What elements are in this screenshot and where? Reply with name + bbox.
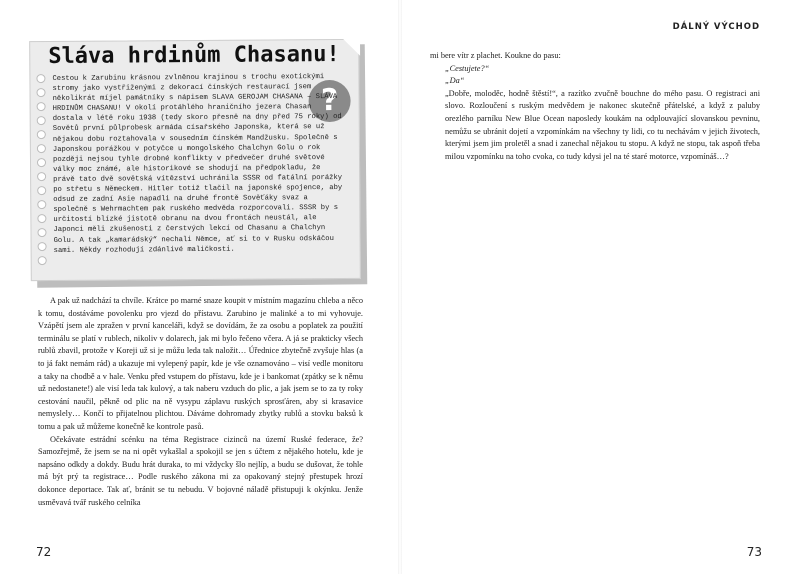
question-mark-icon: ?	[308, 80, 350, 122]
paragraph: A pak už nadchází ta chvíle. Krátce po marné snaze koupit v místním magazínu chleba a něco k tomu, dostáváme povolenku pro vjezd do přístavu. Zarubino je malinké a to mi vyhovuje. Vzápětí jsem ale zpražen v první kanceláři, když se dovídám, že za osobu a poplatek za použití terminálu se platí v rublech, nikoliv v dolarech, jak mi bylo řečeno včera. A já se prakticky všech rublů zbavil, protože v Koreji už si je můžu leda tak naložit… Úřednice zbytečně zvyšuje hlas (a to já fakt nemám rád) a ukazuje mi vylepený papír, kde je vše oznamováno – visí vedle monitoru a taky na chodbě a v hale. Venku před vstupem do přístavu, kde je i bankomat (zpátky se k němu už nedostanete!) ale visí leda tak kulový, a tak naberu vzduch do plic, a jak jsem se to za ty roky cestování naučil, pěkně od plic na ně vysypu záplavu ruských sprosťáren, aby si krasavice nemyslely… Končí to přijatelnou plichtou. Dáváme dohromady zbytky rublů a stovku baksů k tomu a pak už můžeme konečně ke kontrole pasů.	[38, 296, 363, 431]
paragraph: „Dobře, moloděc, hodně štěstí!“, a razítko zvučně bouchne do mého pasu. O registraci ani slovo. Rozloučení s ruským medvědem je nakonec skutečně přátelské, a když z paluby orezlého parníku New Blue Ocean naposledy koukám na odplouvající slovanskou pevninu, nemůžu se ubránit dojetí a vzpomínkám na všechny ty lidi, co tu nechávám v jejich životech, kterými jsem jim proletěl a snad i zanechal nějakou tu stopu. A když ne stopu, tak aspoň třeba milou vzpomínku na toho cvoka, co tudy kdysi jel na té staré motorce, vzpomínáš…?	[445, 88, 760, 161]
right-page	[400, 0, 800, 574]
page-number-left: 72	[36, 545, 52, 559]
paragraph: mi bere vítr z plachet. Koukne do pasu:	[430, 51, 561, 60]
note-folded-corner	[342, 38, 360, 56]
right-body-text	[430, 50, 760, 163]
page-number-right: 73	[746, 545, 762, 559]
note-card	[29, 39, 361, 281]
notebook-holes	[36, 74, 47, 270]
note-paragraph: Cestou k Zarubinu krásnou zvlněnou krajinou s trochu exotickými stromy jako vystřiženými z dekorací čínských restaurací jsem několikrát míjel památníky s nápisem SLAVA GEROJAM CHASANA – SLÁVA HRDINŮM CHASANU! V okolí protáhlého hraničního jezera Chasan dostala v létě roku 1938 (tedy skoro přesně na dny před 75 roky) od Sovětů první půlprobesk armáda císařského Japonska, která se už nějakou dobu roztahovala v sousedním čínském Mandžusku. Společně s Japonskou porážkou v potyčce u mongolského Chalchyn Golu o rok později nejsou tyhle drobné konflikty v předvečer druhé světové války moc známé, ale historikové se shodují na předpokladu, že právě tato dvě sovětská vítězství uchránila SSSR od fatální porážky po střetu s Německem. Hitler totiž tlačil na japonské spojence, aby odsud ze zadní Asie napadli na druhé frontě Sověťáky svaz a společně s Wehrmachtem pak ruského medvěda rozporcovali. SSSR by s určitostí blízké jistotě obranu na dvou frontách neustál, ale Japonci měli zkušenosti z čerstvých lekcí od Chasanu a Chalchyn Golu. A tak „kamarádský“ nechali Němce, ať si to v Rusku odskáčou sami. Někdy rozhodují zdánlivé maličkosti.	[52, 73, 343, 255]
note-text	[52, 72, 343, 256]
dialogue-line: „Cestujete?“	[445, 63, 490, 73]
note-title: Sláva hrdinům Chasanu!	[48, 41, 340, 70]
sidebar-note-box	[30, 40, 362, 284]
left-body-text	[38, 295, 363, 509]
dialogue-line: „Da“	[445, 76, 465, 86]
running-header: DÁLNÝ VÝCHOD	[672, 22, 760, 32]
paragraph: Očekávate estrádní scénku na téma Registrace cizinců na území Ruské federace, že? Samozřejmě, že jsem se na ni opět vykašlal a spokojil se jen s účtem z nějakého hotelu, kde je napsáno odkdy a dokdy. Budu hrát duraka, to mi vždycky šlo nejlíp, a budu se dušovat, že tohle má být prý ta registrace… Podle ruského zákona mi za opakovaný stejný přestupek hrozí dokonce deportace. Tak ať, bránit se tu nebudu. V bojovné náladě přistupuji k okýnku. Jenže usměvavá tvář ruského celníka	[38, 434, 363, 507]
